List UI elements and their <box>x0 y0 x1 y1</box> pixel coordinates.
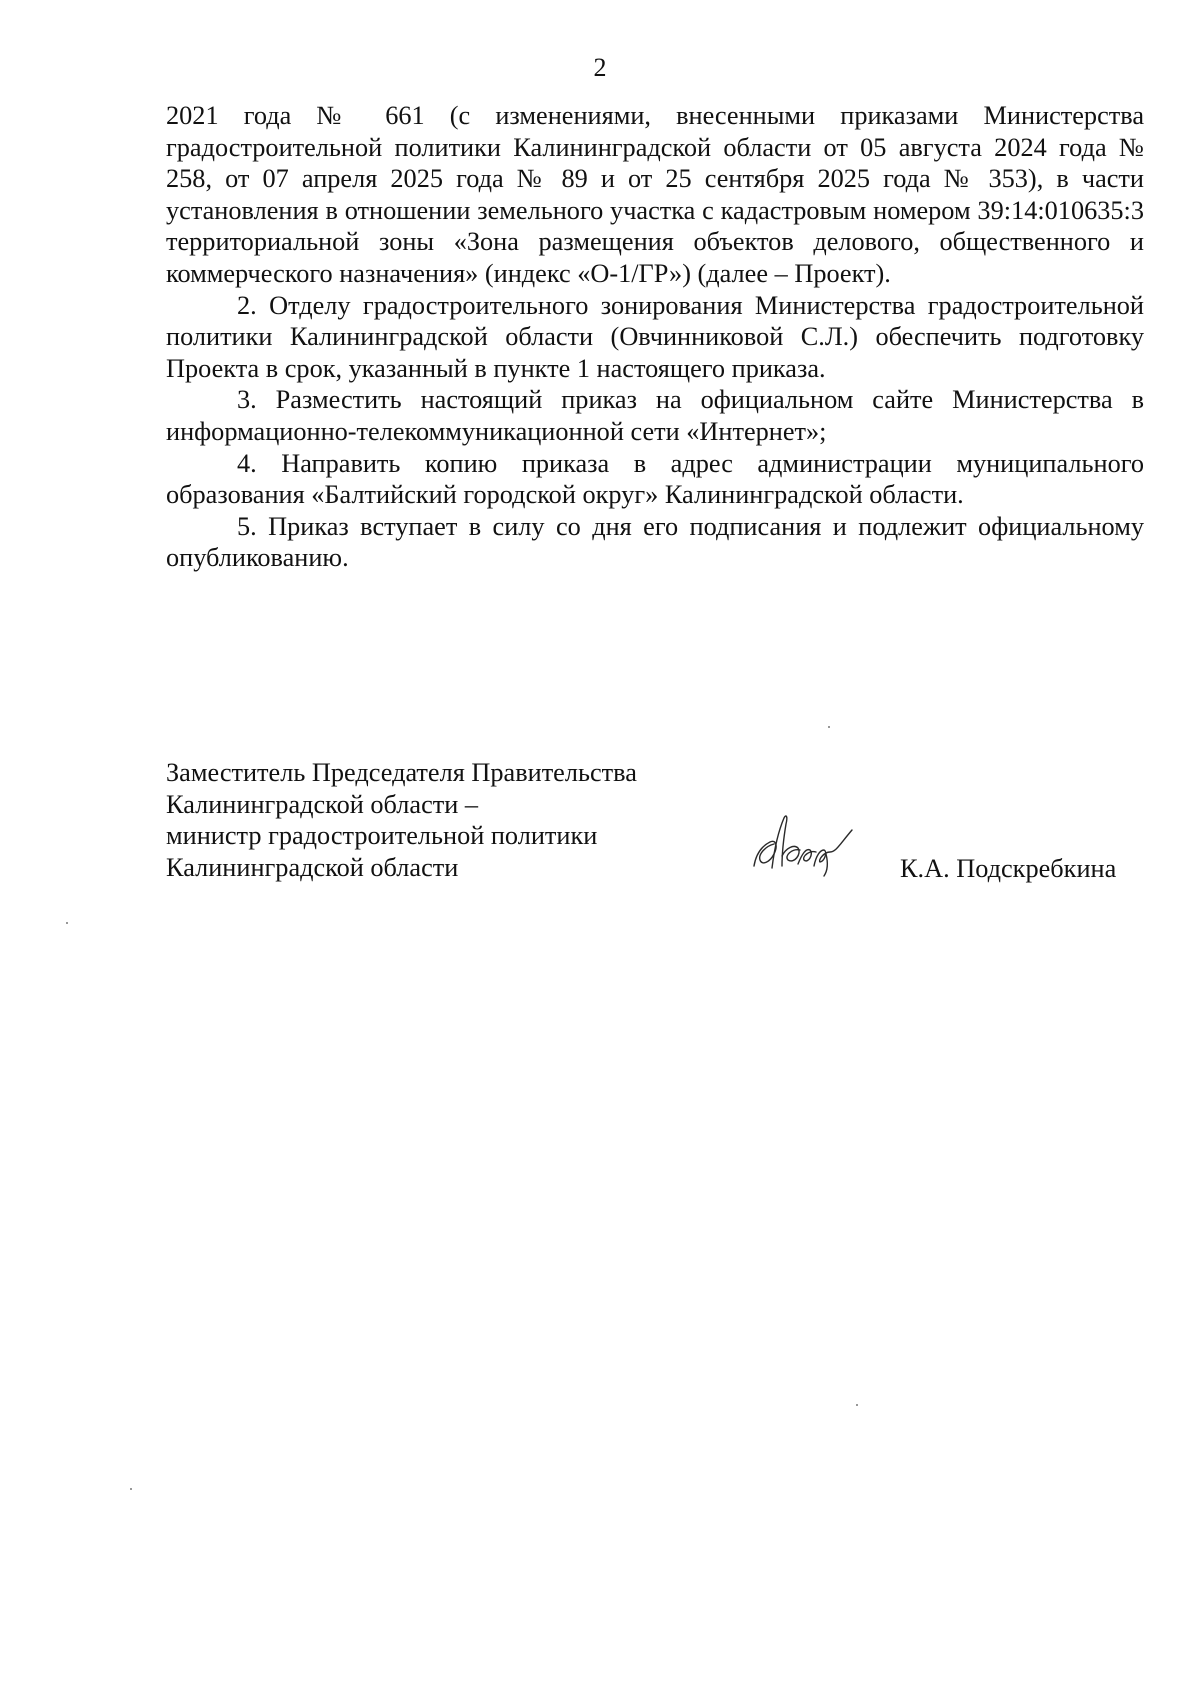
paragraph-3: 3. Разместить настоящий приказ на официальном сайте Министерства в информационно-телекоммуникационной сети «Интернет»; <box>166 385 1144 446</box>
handwritten-signature <box>748 808 858 878</box>
paragraph-5: 5. Приказ вступает в силу со дня его подписания и подлежит официальному опубликованию. <box>166 511 1144 573</box>
paragraph-1-continuation: 2021 года № 661 (с изменениями, внесенными приказами Министерства градостроительной политики Калининградской области от 05 августа 2024 года № 258, от 07 апреля 2025 года № 89 и от 25 сентября 2025 года № 353), в части установления в отношении земельного участка с кадастровым номером 39:14:010635:3 территориальной зоны «Зона размещения объектов делового, общественного и коммерческого назначения» (индекс «О-1/ГР») (далее – Проект). <box>166 101 1144 288</box>
signer-name: К.А. Подскребкина <box>900 854 1117 883</box>
signatory-position <box>166 757 726 883</box>
signatory-position-line: Заместитель Председателя Правительства <box>166 758 637 787</box>
signatory-position-line: министр градостроительной политики <box>166 821 598 851</box>
scan-speck <box>130 1488 132 1490</box>
scan-speck <box>66 922 68 924</box>
paragraph-4: 4. Направить копию приказа в адрес администрации муниципального образования «Балтийский городской округ» Калининградской области. <box>166 448 1144 510</box>
scan-speck <box>856 1404 858 1406</box>
scan-speck <box>828 726 830 728</box>
page-number: 2 <box>593 53 607 82</box>
signatory-position-line: Калининградской области – <box>166 789 479 819</box>
order-body <box>166 100 1144 574</box>
paragraph-2: 2. Отделу градостроительного зонирования Министерства градостроительной политики Калининградской области (Овчинниковой С.Л.) обеспечить подготовку Проекта в срок, указанный в пункте 1 настоящего приказа. <box>166 290 1144 383</box>
signatory-position-line: Калининградской области <box>166 852 459 882</box>
